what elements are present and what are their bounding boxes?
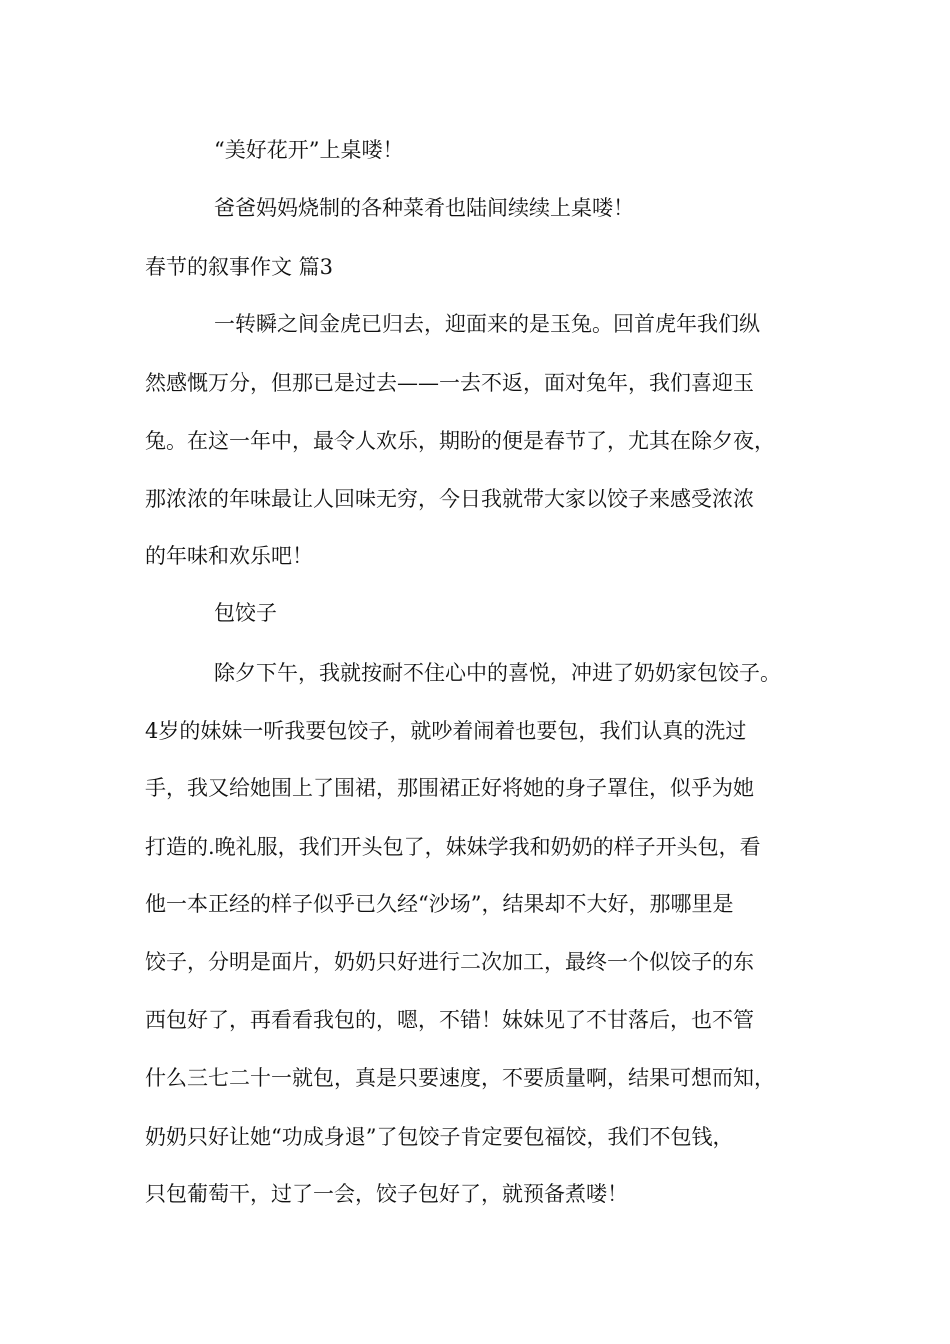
text-line: 只包葡萄干，过了一会，饺子包好了，就预备煮喽！	[145, 1182, 628, 1206]
text-line: 的年味和欢乐吧！	[145, 544, 313, 568]
text-line: 一转瞬之间金虎已归去，迎面来的是玉兔。回首虎年我们纵	[214, 312, 760, 336]
text-line: “美好花开”上桌喽！	[214, 138, 404, 162]
section-heading: 春节的叙事作文 篇3	[145, 255, 334, 279]
text-line: 饺子，分明是面片，奶奶只好进行二次加工，最终一个似饺子的东	[145, 950, 754, 974]
text-line: 什么三七二十一就包，真是只要速度，不要质量啊，结果可想而知，	[145, 1066, 775, 1090]
text-line: 他一本正经的样子似乎已久经“沙场”，结果却不大好，那哪里是	[145, 892, 734, 916]
text-line: 奶奶只好让她“功成身退”了包饺子肯定要包福饺，我们不包钱，	[145, 1125, 734, 1149]
text-line: 除夕下午，我就按耐不住心中的喜悦，冲进了奶奶家包饺子。	[214, 661, 781, 685]
text-line: 4岁的妹妹一听我要包饺子，就吵着闹着也要包，我们认真的洗过	[145, 719, 747, 743]
text-line: 打造的.晚礼服，我们开头包了，妹妹学我和奶奶的样子开头包，看	[145, 835, 761, 859]
text-line: 那浓浓的年味最让人回味无穷，今日我就带大家以饺子来感受浓浓	[145, 487, 754, 511]
text-line: 爸爸妈妈烧制的各种菜肴也陆间续续上桌喽！	[214, 196, 634, 220]
text-line: 兔。在这一年中，最令人欢乐，期盼的便是春节了，尤其在除夕夜，	[145, 429, 775, 453]
text-line: 手，我又给她围上了围裙，那围裙正好将她的身子罩住，似乎为她	[145, 776, 754, 800]
subheading: 包饺子	[214, 601, 277, 625]
text-line: 西包好了，再看看我包的，嗯，不错！妹妹见了不甘落后，也不管	[145, 1008, 754, 1032]
text-line: 然感慨万分，但那已是过去——一去不返，面对兔年，我们喜迎玉	[145, 371, 754, 395]
